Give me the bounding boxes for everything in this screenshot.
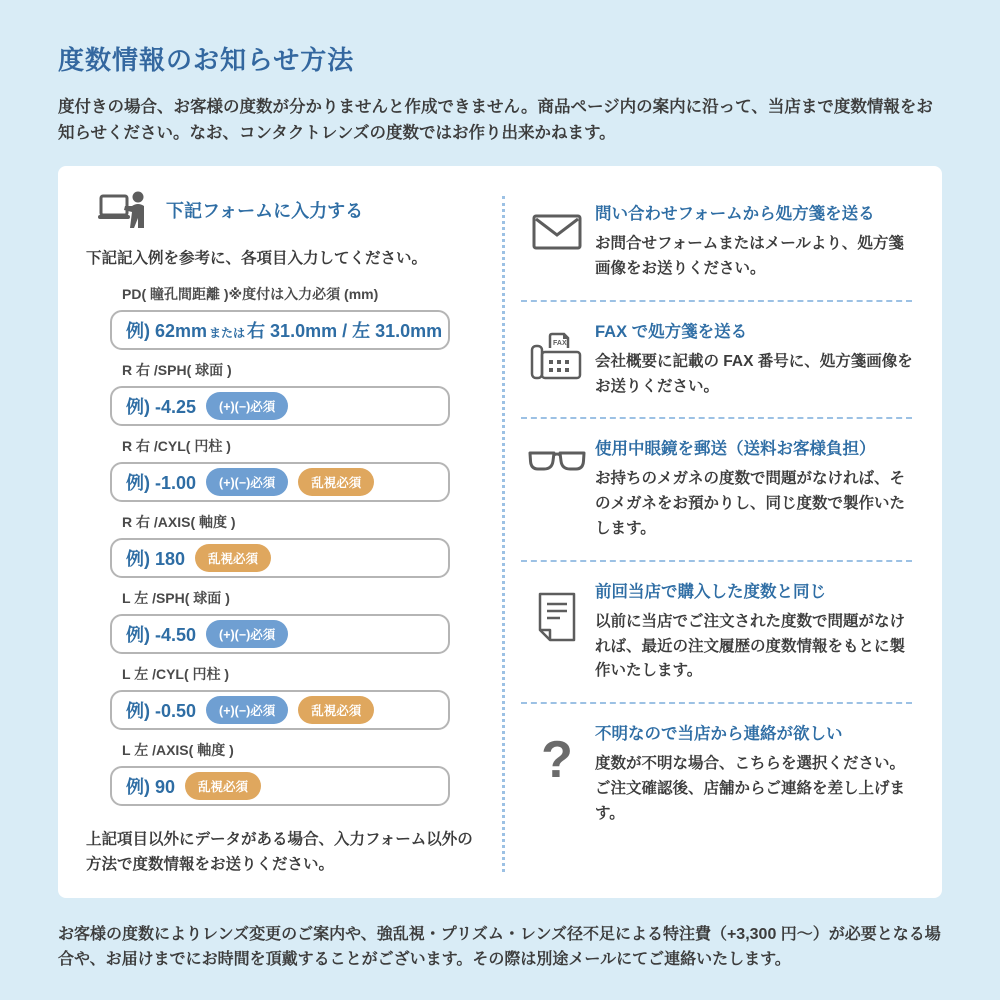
form-instructions: 下記記入例を参考に、各項目入力してください。 xyxy=(86,250,428,268)
field-pd xyxy=(110,284,494,350)
form-column-header xyxy=(86,190,494,230)
field-r-sph-example: 例) -4.25 xyxy=(126,397,197,418)
main-card xyxy=(58,166,942,898)
field-l-sph xyxy=(110,588,494,654)
field-r-sph-label: R 右 /SPH( 球面 ) xyxy=(122,362,232,379)
method-heading: 使用中眼鏡を郵送（送料お客様負担） xyxy=(595,440,876,459)
method-heading: 問い合わせフォームから処方箋を送る xyxy=(595,205,875,224)
document-icon xyxy=(519,578,595,684)
method-text xyxy=(595,318,914,400)
method-body: 会社概要に記載の FAX 番号に、処方箋画像をお送りください。 xyxy=(595,352,913,395)
astigmatism-required-badge: 乱視必須 xyxy=(298,468,374,496)
field-r-axis-example: 例) 180 xyxy=(126,549,186,570)
astigmatism-required-badge: 乱視必須 xyxy=(185,772,261,800)
field-l-cyl-example: 例) -0.50 xyxy=(126,701,197,722)
method-body: 以前に当店でご注文された度数で問題がなければ、最近の注文履歴の度数情報をもとに製作いたします。 xyxy=(595,612,906,680)
method-mail-glasses xyxy=(519,427,914,551)
laptop-person-icon xyxy=(98,190,150,230)
field-l-axis-example-box xyxy=(110,766,450,806)
field-r-cyl-label: R 右 /CYL( 円柱 ) xyxy=(122,438,231,455)
sign-required-badge: (+)(−)必須 xyxy=(206,696,288,724)
method-text xyxy=(595,578,914,684)
field-r-cyl xyxy=(110,436,494,502)
field-r-axis-label: R 右 /AXIS( 軸度 ) xyxy=(122,514,236,531)
method-contact-form xyxy=(519,192,914,292)
sign-required-badge: (+)(−)必須 xyxy=(206,392,288,420)
glasses-icon xyxy=(519,435,595,541)
field-l-axis-example: 例) 90 xyxy=(126,777,176,798)
method-text xyxy=(595,435,914,541)
method-heading: 不明なので当店から連絡が欲しい xyxy=(595,725,843,744)
field-l-cyl-example-box xyxy=(110,690,450,730)
field-r-sph-example-box xyxy=(110,386,450,426)
envelope-icon xyxy=(519,200,595,282)
section-divider xyxy=(521,560,912,562)
field-l-axis-label: L 左 /AXIS( 軸度 ) xyxy=(122,742,234,759)
page-title: 度数情報のお知らせ方法 xyxy=(58,45,355,75)
method-previous-order xyxy=(519,570,914,694)
method-text xyxy=(595,720,914,826)
field-pd-example: 例) 62mm または 右 31.0mm / 左 31.0mm xyxy=(126,321,443,342)
method-body: お持ちのメガネの度数で問題がなければ、そのメガネをお預かりし、同じ度数で製作いたします。 xyxy=(595,470,906,537)
field-r-axis xyxy=(110,512,494,578)
field-pd-label: PD( 瞳孔間距離 )※度付は入力必須 (mm) xyxy=(122,286,379,303)
method-body: お問合せフォームまたはメールより、処方箋画像をお送りください。 xyxy=(595,235,904,277)
section-divider xyxy=(521,300,912,302)
form-note: 上記項目以外にデータがある場合、入力フォーム以外の方法で度数情報をお送りください。 xyxy=(86,831,473,873)
question-mark-icon: ? xyxy=(541,731,573,790)
sign-required-badge: (+)(−)必須 xyxy=(206,468,288,496)
field-pd-example-box xyxy=(110,310,450,350)
fax-icon xyxy=(519,318,595,400)
form-fields xyxy=(86,284,494,806)
field-l-cyl xyxy=(110,664,494,730)
method-unknown xyxy=(519,712,914,836)
sign-required-badge: (+)(−)必須 xyxy=(206,620,288,648)
svg-text:FAX: FAX xyxy=(553,339,567,347)
form-column xyxy=(82,190,494,878)
method-fax xyxy=(519,310,914,410)
field-r-axis-example-box xyxy=(110,538,450,578)
form-column-title: 下記フォームに入力する xyxy=(166,201,364,222)
field-l-cyl-label: L 左 /CYL( 円柱 ) xyxy=(122,666,230,683)
section-divider xyxy=(521,417,912,419)
field-r-cyl-example-box xyxy=(110,462,450,502)
field-l-axis xyxy=(110,740,494,806)
astigmatism-required-badge: 乱視必須 xyxy=(298,696,374,724)
field-l-sph-example-box xyxy=(110,614,450,654)
footer-note: お客様の度数によりレンズ変更のご案内や、強乱視・プリズム・レンズ径不足による特注費（+3,300 円～）が必要となる場合や、お届けまでにお時間を頂戴することがございます。その際は別途メールにてご連絡いたします。 xyxy=(58,925,941,969)
section-divider xyxy=(521,702,912,704)
intro-text: 度付きの場合、お客様の度数が分かりませんと作成できません。商品ページ内の案内に沿って、当店まで度数情報をお知らせください。なお、コンタクトレンズの度数ではお作り出来かねます。 xyxy=(58,98,933,142)
methods-column xyxy=(505,190,918,878)
method-heading: 前回当店で購入した度数と同じ xyxy=(595,582,826,601)
field-l-sph-label: L 左 /SPH( 球面 ) xyxy=(122,590,230,607)
field-r-sph xyxy=(110,360,494,426)
astigmatism-required-badge: 乱視必須 xyxy=(195,544,271,572)
field-r-cyl-example: 例) -1.00 xyxy=(126,473,197,494)
method-text xyxy=(595,200,914,282)
method-heading: FAX で処方箋を送る xyxy=(595,322,748,341)
method-body: 度数が不明な場合、こちらを選択ください。ご注文確認後、店舗からご連絡を差し上げます。 xyxy=(595,755,906,822)
field-l-sph-example: 例) -4.50 xyxy=(126,625,197,646)
